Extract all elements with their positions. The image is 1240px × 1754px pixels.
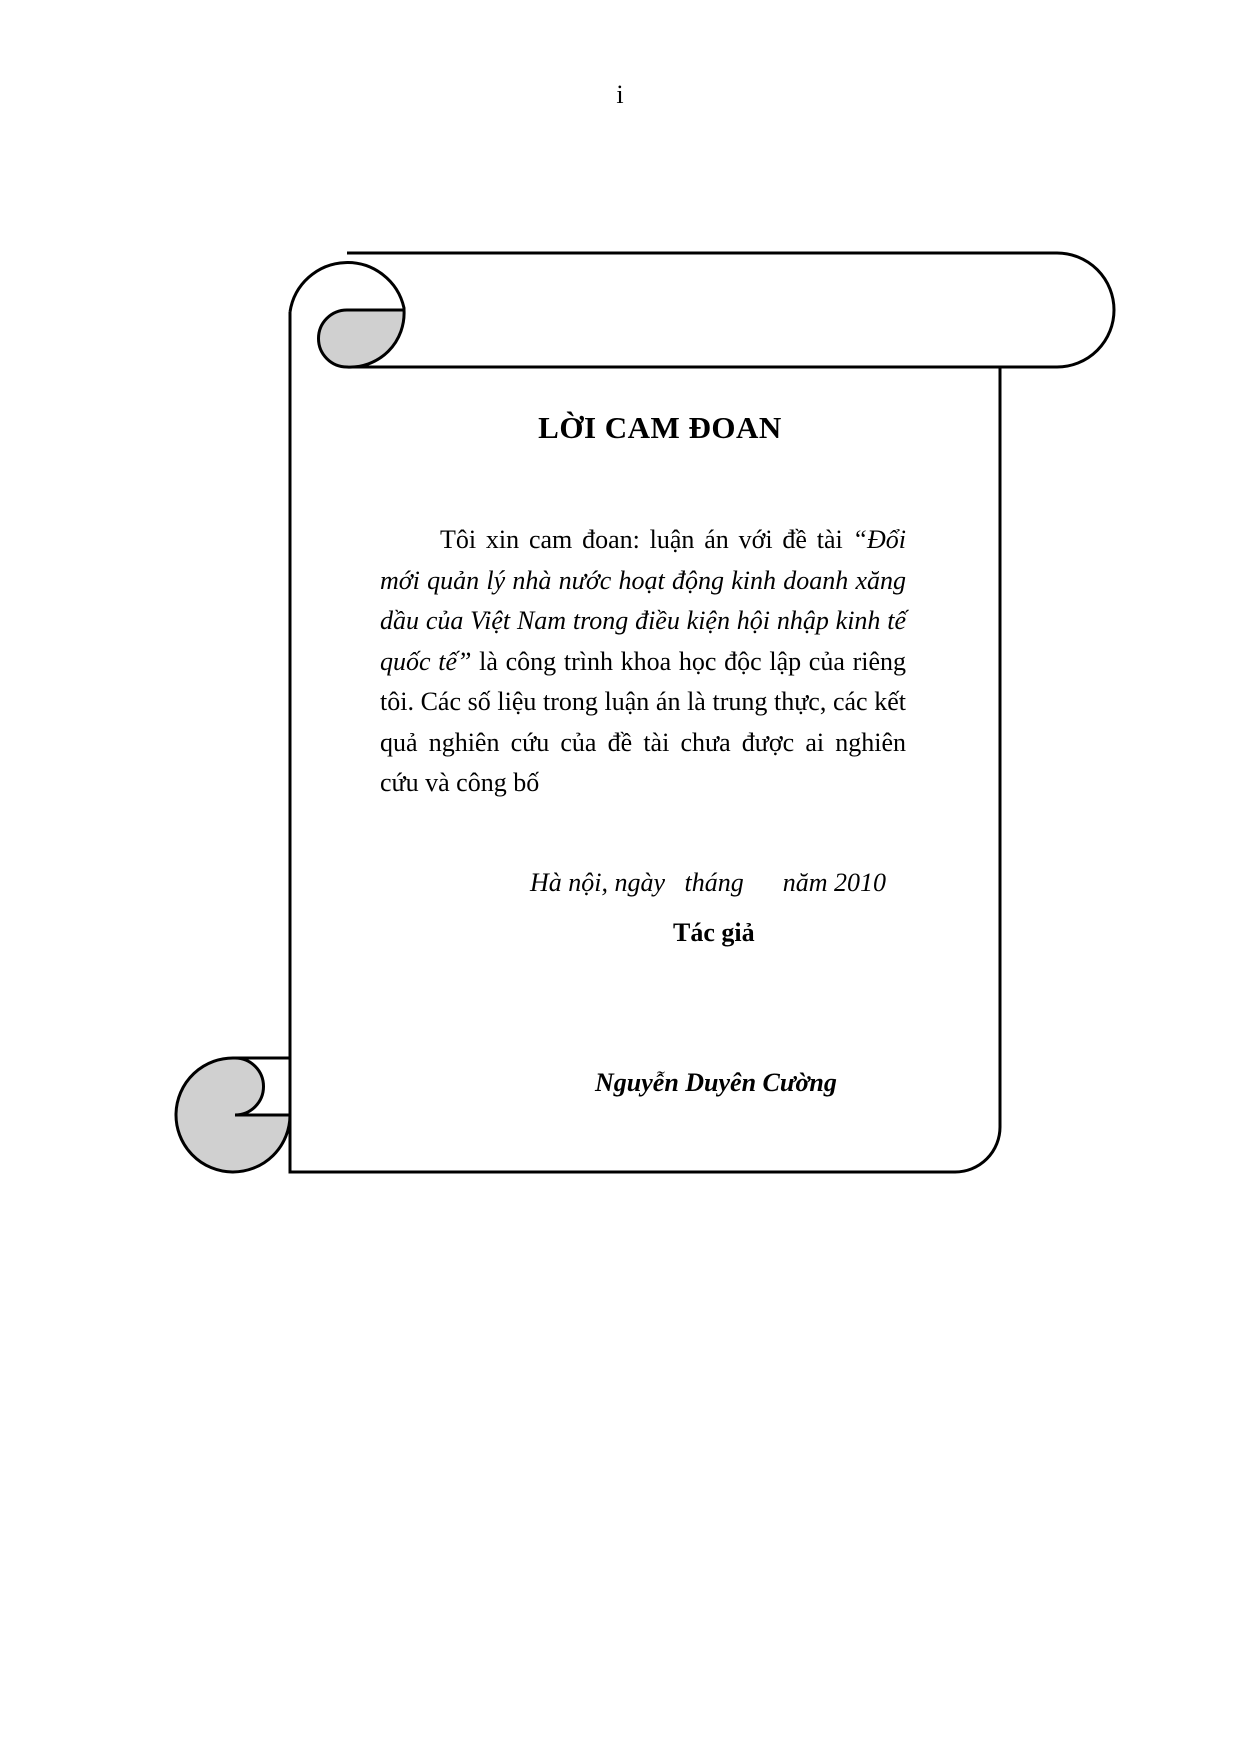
author-label: Tác giả [673,918,755,947]
scroll-top-curl [318,310,404,367]
page-number: i [616,80,624,109]
declaration-rest: là công trình khoa học độc lập của riêng tôi. Các số liệu trong luận án là trung thực, các kết quả nghiên cứu của đề tài chưa được ai nghiên cứu và công bố [380,646,907,797]
declaration-intro: Tôi xin cam đoan: luận án với đề tài [440,525,853,554]
author-name: Nguyễn Duyên Cường [595,1068,837,1097]
declaration-body [380,520,906,804]
date-line: Hà nội, ngày tháng năm 2010 [530,868,887,897]
thesis-title: “Đổi mới quản lý nhà nước hoạt động kinh doanh xăng dầu của Việt Nam trong điều kiện hội nhập kinh tế quốc tế” [380,525,906,676]
declaration-title: LỜI CAM ĐOAN [538,410,782,445]
scroll-bottom-curl [176,1058,290,1172]
scroll-top-roll [347,253,1114,367]
